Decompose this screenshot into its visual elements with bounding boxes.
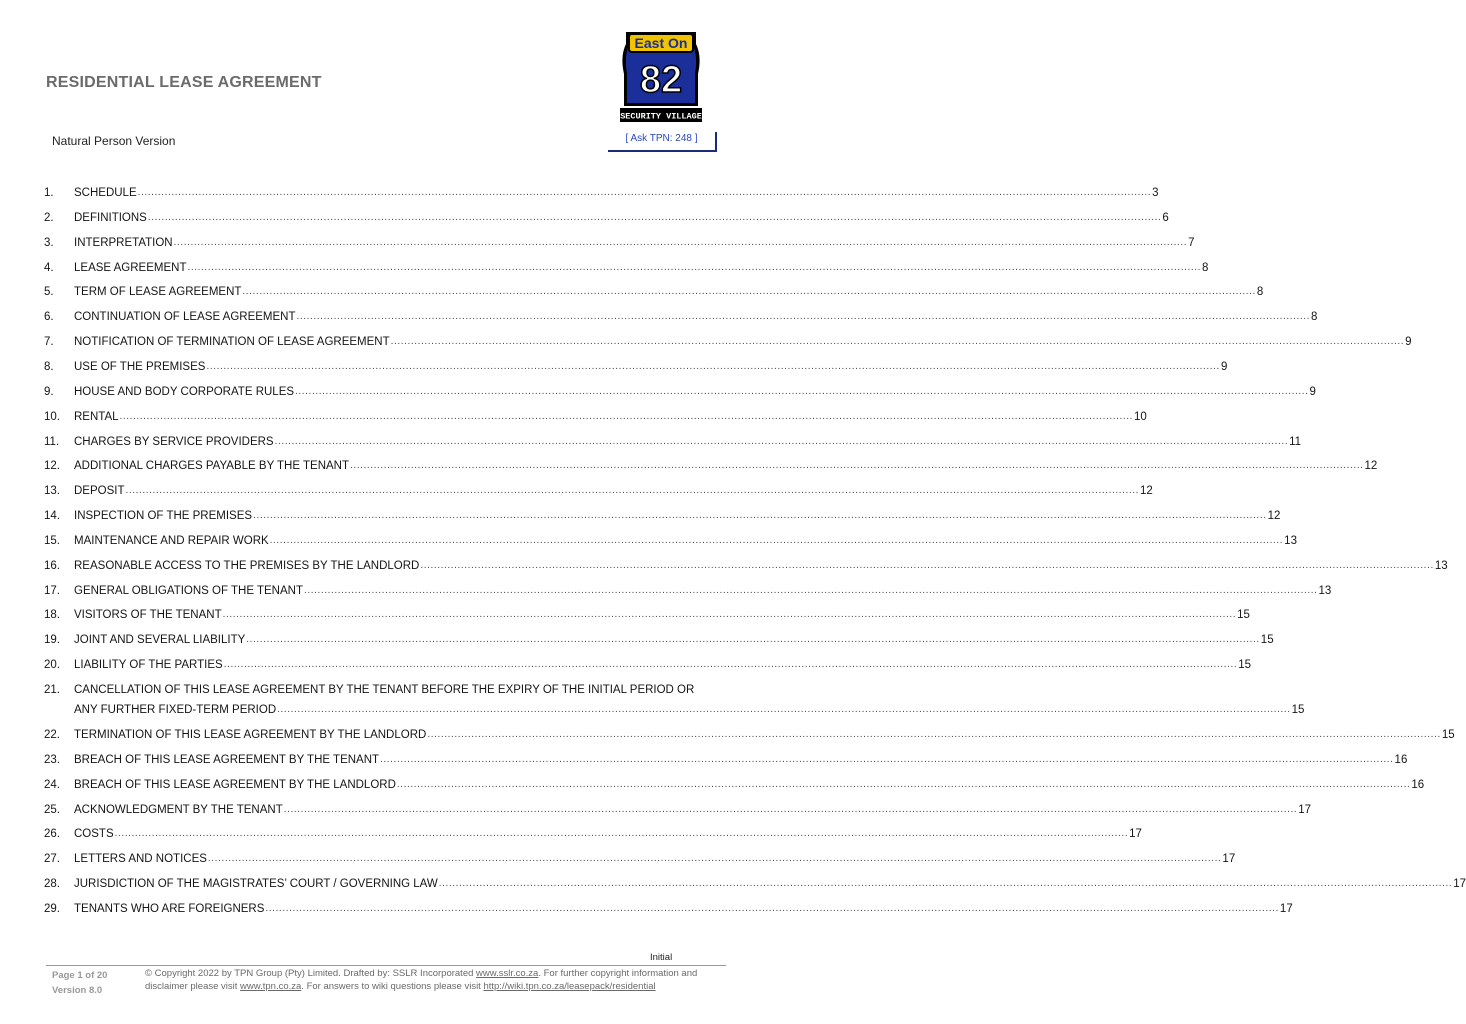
toc-title: VISITORS OF THE TENANT <box>74 609 222 622</box>
toc-number: 21. <box>44 684 60 696</box>
toc-entry[interactable] <box>44 335 1412 349</box>
toc-leader-dots: ............................................................................................................................................................................................................................................................................................................ <box>114 828 1129 840</box>
tpn-reference: [ Ask TPN: 248 ] <box>608 132 717 152</box>
toc-title: NOTIFICATION OF TERMINATION OF LEASE AGREEMENT <box>74 336 390 349</box>
toc-title: DEPOSIT <box>74 485 125 498</box>
toc-leader-dots: ............................................................................................................................................................................................................................................................................................................ <box>350 460 1364 472</box>
toc-entry[interactable] <box>44 584 1332 598</box>
toc-title: GENERAL OBLIGATIONS OF THE TENANT <box>74 584 303 597</box>
toc-page-number: 13 <box>1284 534 1297 547</box>
toc-page-number: 17 <box>1222 853 1236 866</box>
copyright-text-1: © Copyright 2022 by TPN Group (Pty) Limited. Drafted by: SSLR Incorporated <box>145 968 477 979</box>
toc-number: 17. <box>44 584 60 597</box>
toc-entry[interactable] <box>44 310 1318 324</box>
toc-number: 20. <box>44 659 60 672</box>
toc-title: LETTERS AND NOTICES <box>74 853 207 866</box>
toc-entry[interactable] <box>44 658 1251 672</box>
toc-leader-dots: ............................................................................................................................................................................................................................................................................................................ <box>274 435 1289 447</box>
toc-title: HOUSE AND BODY CORPORATE RULES <box>74 385 295 398</box>
toc-page-number: 17 <box>1129 828 1142 841</box>
page-info <box>52 968 107 998</box>
toc-leader-dots: ............................................................................................................................................................................................................................................................................................................ <box>125 485 1139 497</box>
toc-leader-dots: ............................................................................................................................................................................................................................................................................................................ <box>207 853 1222 865</box>
copyright-text-3: . For answers to wiki questions please visit <box>301 980 484 992</box>
toc-number: 2. <box>44 211 54 224</box>
toc-entry[interactable] <box>44 534 1297 548</box>
toc-leader-dots: ............................................................................................................................................................................................................................................................................................................ <box>265 902 1279 914</box>
toc-title: JURISDICTION OF THE MAGISTRATES’ COURT / GOVERNING LAW <box>74 878 438 891</box>
logo-bottom-text: SECURITY VILLAGE <box>620 111 702 122</box>
wiki-link[interactable]: http://wiki.tpn.co.za/leasepack/residential <box>483 980 656 992</box>
toc-number: 23. <box>44 753 60 766</box>
logo-number: 82 <box>639 59 683 101</box>
toc-page-number: 15 <box>1291 704 1305 716</box>
toc-entry[interactable] <box>44 778 1425 792</box>
east-on-82-logo <box>618 24 704 128</box>
toc-entry[interactable] <box>44 459 1378 473</box>
toc-entry[interactable] <box>44 902 1293 916</box>
toc-leader-dots: ............................................................................................................................................................................................................................................................................................................ <box>396 778 1411 790</box>
toc-number: 28. <box>44 878 60 891</box>
toc-entry[interactable] <box>44 410 1147 424</box>
toc-title: TERM OF LEASE AGREEMENT <box>74 286 242 299</box>
toc-page-number: 13 <box>1434 559 1448 572</box>
toc-page-number: 9 <box>1309 385 1316 398</box>
toc-title: USE OF THE PREMISES <box>74 360 206 373</box>
toc-page-number: 16 <box>1411 778 1425 791</box>
toc-page-number: 13 <box>1318 584 1332 597</box>
initial-label: Initial <box>650 952 673 963</box>
toc-page-number: 17 <box>1453 878 1466 891</box>
sslr-link[interactable]: www.sslr.co.za <box>476 968 539 979</box>
toc-title: ADDITIONAL CHARGES PAYABLE BY THE TENANT <box>74 460 350 473</box>
toc-title: MAINTENANCE AND REPAIR WORK <box>74 534 269 547</box>
toc-page-number: 8 <box>1201 261 1209 274</box>
toc-entry[interactable] <box>44 559 1448 573</box>
toc-number: 24. <box>44 778 60 791</box>
toc-page-number: 12 <box>1364 460 1378 473</box>
toc-number: 14. <box>44 510 60 523</box>
toc-page-number: 7 <box>1188 236 1195 249</box>
toc-number: 16. <box>44 559 60 572</box>
toc-number: 8. <box>44 360 54 373</box>
toc-title: BREACH OF THIS LEASE AGREEMENT BY THE TENANT <box>74 753 380 766</box>
toc-leader-dots: ............................................................................................................................................................................................................................................................................................................ <box>390 336 1405 348</box>
toc-number: 1. <box>44 187 54 199</box>
toc-page-number: 15 <box>1237 609 1250 622</box>
toc-leader-dots: ............................................................................................................................................................................................................................................................................................................ <box>253 510 1267 522</box>
toc-page-number: 15 <box>1260 634 1274 647</box>
toc-number: 15. <box>44 534 60 547</box>
toc-leader-dots: ............................................................................................................................................................................................................................................................................................................ <box>223 659 1238 671</box>
toc-entry[interactable] <box>44 728 1455 742</box>
toc-number: 27. <box>44 853 60 866</box>
toc-leader-dots: ............................................................................................................................................................................................................................................................................................................ <box>427 729 1441 740</box>
toc-leader-dots: ............................................................................................................................................................................................................................................................................................................ <box>173 236 1188 248</box>
toc-leader-dots: ............................................................................................................................................................................................................................................................................................................ <box>187 261 1201 273</box>
toc-leader-dots: ............................................................................................................................................................................................................................................................................................................ <box>438 878 1453 890</box>
toc-leader-dots: ............................................................................................................................................................................................................................................................................................................ <box>277 704 1291 715</box>
toc-title: TERMINATION OF THIS LEASE AGREEMENT BY THE LANDLORD <box>74 729 427 741</box>
toc-entry[interactable] <box>44 385 1316 399</box>
toc-page-number: 8 <box>1256 286 1264 299</box>
toc-title: INSPECTION OF THE PREMISES <box>74 510 253 523</box>
toc-leader-dots: ............................................................................................................................................................................................................................................................................................................ <box>242 286 1256 298</box>
toc-number: 7. <box>44 336 54 349</box>
toc-entry[interactable] <box>44 211 1169 225</box>
toc-number: 26. <box>44 828 60 841</box>
toc-page-number: 8 <box>1311 311 1318 324</box>
toc-entry[interactable] <box>44 261 1209 275</box>
toc-number: 29. <box>44 902 60 915</box>
toc-page-number: 3 <box>1152 187 1159 199</box>
toc-title: RENTAL <box>74 410 119 423</box>
toc-entry[interactable] <box>44 435 1302 449</box>
toc-title: DEFINITIONS <box>74 211 147 224</box>
toc-page-number: 17 <box>1279 902 1293 915</box>
toc-title: COSTS <box>74 828 114 841</box>
toc-leader-dots: ............................................................................................................................................................................................................................................................................................................ <box>269 534 1284 546</box>
toc-number: 5. <box>44 286 54 299</box>
toc-entry[interactable] <box>44 360 1228 374</box>
page-number: Page 1 of 20 <box>52 970 108 981</box>
footer-divider <box>46 965 726 966</box>
toc-page-number: 16 <box>1394 753 1408 766</box>
toc-title: CANCELLATION OF THIS LEASE AGREEMENT BY THE TENANT BEFORE THE EXPIRY OF THE INITIAL PERIOD OR <box>74 684 695 696</box>
toc-number: 12. <box>44 460 60 473</box>
toc-page-number: 17 <box>1298 803 1312 816</box>
toc-entry[interactable] <box>44 186 1159 200</box>
toc-title: ANY FURTHER FIXED-TERM PERIOD <box>74 704 277 716</box>
toc-page-number: 12 <box>1139 485 1153 498</box>
toc-page-number: 15 <box>1441 729 1455 741</box>
toc-entry[interactable] <box>44 633 1274 647</box>
toc-title: LIABILITY OF THE PARTIES <box>74 659 223 672</box>
toc-title: ACKNOWLEDGMENT BY THE TENANT <box>74 803 283 816</box>
toc-leader-dots: ............................................................................................................................................................................................................................................................................................................ <box>303 584 1318 596</box>
copyright-notice <box>145 968 705 993</box>
toc-leader-dots: ............................................................................................................................................................................................................................................................................................................ <box>119 410 1134 422</box>
tpn-link[interactable]: www.tpn.co.za <box>240 980 302 992</box>
toc-title: INTERPRETATION <box>74 236 173 249</box>
toc-leader-dots: ............................................................................................................................................................................................................................................................................................................ <box>283 803 1298 815</box>
toc-leader-dots: ............................................................................................................................................................................................................................................................................................................ <box>246 634 1260 646</box>
toc-entry[interactable] <box>44 877 1466 891</box>
logo-top-text: East On <box>634 35 688 51</box>
toc-entry[interactable] <box>44 484 1153 498</box>
toc-page-number: 15 <box>1238 659 1251 672</box>
toc-leader-dots: ............................................................................................................................................................................................................................................................................................................ <box>296 311 1311 323</box>
toc-number: 13. <box>44 485 60 498</box>
toc-title: CHARGES BY SERVICE PROVIDERS <box>74 435 274 448</box>
toc-title: REASONABLE ACCESS TO THE PREMISES BY THE LANDLORD <box>74 559 420 572</box>
toc-title: CONTINUATION OF LEASE AGREEMENT <box>74 311 296 324</box>
toc-number: 11. <box>44 435 60 448</box>
toc-leader-dots: ............................................................................................................................................................................................................................................................................................................ <box>295 385 1309 397</box>
copyright-text-2: . For further copyright information and disclaimer please visit <box>145 968 698 992</box>
toc-number: 25. <box>44 803 60 816</box>
document-subtitle: Natural Person Version <box>52 134 176 148</box>
toc-entry[interactable] <box>44 753 1408 767</box>
toc-number: 19. <box>44 634 60 647</box>
toc-number: 3. <box>44 236 54 249</box>
toc-leader-dots: ............................................................................................................................................................................................................................................................................................................ <box>420 559 1434 571</box>
toc-entry[interactable] <box>44 827 1142 841</box>
toc-leader-dots: ............................................................................................................................................................................................................................................................................................................ <box>206 360 1220 372</box>
toc-number: 6. <box>44 311 54 324</box>
toc-page-number: 11 <box>1289 435 1302 448</box>
toc-leader-dots: ............................................................................................................................................................................................................................................................................................................ <box>222 609 1237 621</box>
toc-title: BREACH OF THIS LEASE AGREEMENT BY THE LANDLORD <box>74 778 396 791</box>
toc-entry[interactable] <box>44 683 1305 717</box>
toc-leader-dots: ............................................................................................................................................................................................................................................................................................................ <box>147 211 1162 223</box>
toc-entry[interactable] <box>44 803 1312 817</box>
toc-title: TENANTS WHO ARE FOREIGNERS <box>74 902 265 915</box>
document-title: RESIDENTIAL LEASE AGREEMENT <box>46 74 322 91</box>
toc-title: JOINT AND SEVERAL LIABILITY <box>74 634 246 647</box>
toc-number: 22. <box>44 729 60 741</box>
toc-entry[interactable] <box>44 852 1236 866</box>
toc-entry[interactable] <box>44 608 1250 622</box>
toc-entry[interactable] <box>44 285 1264 299</box>
toc-page-number: 12 <box>1267 510 1281 523</box>
version-label: Version 8.0 <box>52 985 103 996</box>
toc-number: 9. <box>44 385 54 398</box>
toc-page-number: 10 <box>1134 410 1147 423</box>
toc-leader-dots: ............................................................................................................................................................................................................................................................................................................ <box>137 187 1152 198</box>
toc-page-number: 6 <box>1162 211 1169 224</box>
toc-leader-dots: ............................................................................................................................................................................................................................................................................................................ <box>380 753 1394 765</box>
toc-entry[interactable] <box>44 509 1281 523</box>
toc-entry[interactable] <box>44 236 1195 250</box>
toc-number: 18. <box>44 609 60 622</box>
toc-title: LEASE AGREEMENT <box>74 261 187 274</box>
toc-page-number: 9 <box>1405 336 1412 349</box>
toc-number: 4. <box>44 261 54 274</box>
toc-page-number: 9 <box>1220 360 1228 373</box>
toc-number: 10. <box>44 410 60 423</box>
toc-title: SCHEDULE <box>74 187 137 199</box>
